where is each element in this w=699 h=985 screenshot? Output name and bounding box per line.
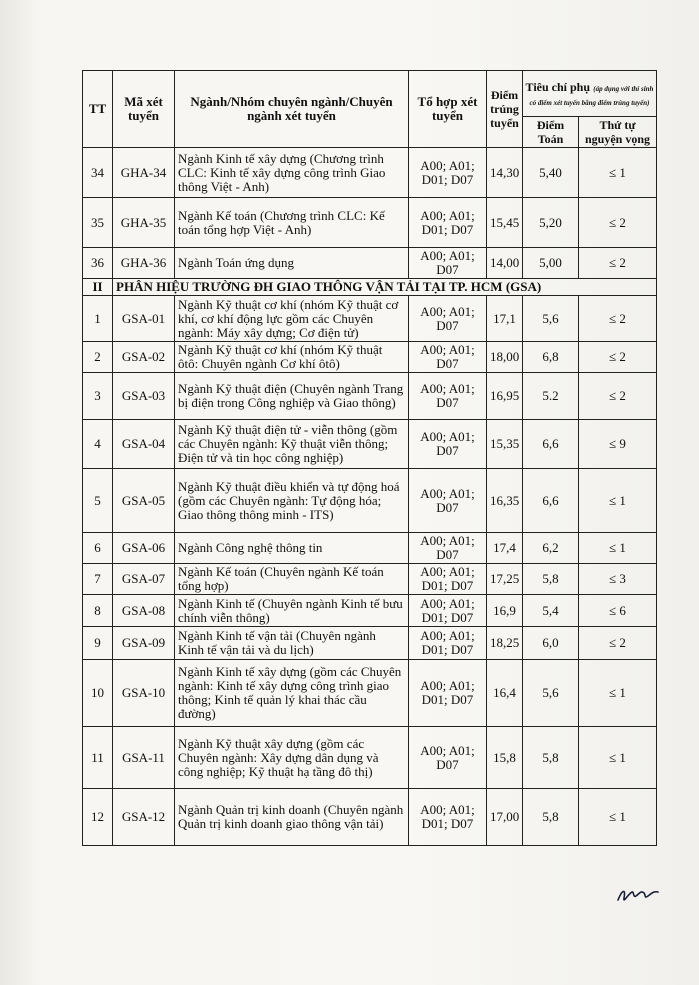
cell-nganh: Ngành Kinh tế xây dựng (gồm các Chuyên ngành: Kinh tế xây dựng công trình giao thông; Kinh tế quản lý khai thác cầu đường)	[175, 660, 409, 727]
cell-diem: 18,25	[487, 627, 523, 660]
table-body-gsa	[83, 296, 657, 846]
cell-diem: 16,4	[487, 660, 523, 727]
cell-tt: 7	[83, 564, 113, 595]
cell-ma: GSA-05	[113, 469, 175, 533]
header-tieu-chi-phu-note: (áp dụng với thí sinh có điểm xét tuyển bằng điểm trúng tuyển)	[529, 84, 654, 107]
cell-diem: 16,35	[487, 469, 523, 533]
cell-to-hop: A00; A01; D07	[409, 342, 487, 373]
cell-ma: GSA-07	[113, 564, 175, 595]
table-header	[83, 71, 657, 148]
cell-to-hop: A00; A01; D01; D07	[409, 148, 487, 198]
cell-ma: GSA-09	[113, 627, 175, 660]
cell-tt: 10	[83, 660, 113, 727]
cell-diem: 16,95	[487, 373, 523, 420]
cell-ma: GSA-08	[113, 595, 175, 627]
table-row	[83, 627, 657, 660]
cell-to-hop: A00; A01; D07	[409, 727, 487, 789]
table-row	[83, 660, 657, 727]
cell-nv: ≤ 2	[579, 248, 657, 279]
section-title: PHÂN HIỆU TRƯỜNG ĐH GIAO THÔNG VẬN TẢI TẠI TP. HCM (GSA)	[113, 279, 657, 296]
table-row	[83, 296, 657, 342]
cell-nganh: Ngành Kỹ thuật điều khiển và tự động hoá (gồm các Chuyên ngành: Tự động hóa; Giao thông thông minh - ITS)	[175, 469, 409, 533]
admission-table	[82, 70, 657, 846]
cell-diem: 15,8	[487, 727, 523, 789]
cell-to-hop: A00; A01; D01; D07	[409, 564, 487, 595]
cell-nv: ≤ 2	[579, 627, 657, 660]
cell-nganh: Ngành Toán ứng dụng	[175, 248, 409, 279]
cell-nganh: Ngành Kỹ thuật cơ khí (nhóm Kỹ thuật ôtô: Chuyên ngành Cơ khí ôtô)	[175, 342, 409, 373]
cell-nganh: Ngành Kỹ thuật xây dựng (gồm các Chuyên ngành: Xây dựng dân dụng và công nghiệp; Kỹ thuật hạ tầng đô thị)	[175, 727, 409, 789]
cell-nv: ≤ 6	[579, 595, 657, 627]
cell-nv: ≤ 1	[579, 789, 657, 846]
table-row	[83, 469, 657, 533]
cell-tt: 8	[83, 595, 113, 627]
cell-nv: ≤ 2	[579, 342, 657, 373]
cell-toan: 5,4	[523, 595, 579, 627]
cell-ma: GSA-02	[113, 342, 175, 373]
cell-toan: 5,00	[523, 248, 579, 279]
table-row	[83, 727, 657, 789]
cell-nganh: Ngành Kỹ thuật điện tử - viễn thông (gồm các Chuyên ngành: Kỹ thuật viễn thông; Điện tử và tin học công nghiệp)	[175, 420, 409, 469]
table-row	[83, 248, 657, 279]
cell-diem: 17,25	[487, 564, 523, 595]
cell-to-hop: A00; A01; D07	[409, 469, 487, 533]
cell-nganh: Ngành Kế toán (Chuyên ngành Kế toán tổng hợp)	[175, 564, 409, 595]
header-thu-tu-nguyen-vong: Thứ tự nguyện vọng	[579, 117, 657, 148]
cell-tt: 11	[83, 727, 113, 789]
cell-toan: 6,0	[523, 627, 579, 660]
cell-nganh: Ngành Quản trị kinh doanh (Chuyên ngành Quản trị kinh doanh giao thông vận tải)	[175, 789, 409, 846]
cell-toan: 5,6	[523, 660, 579, 727]
cell-nv: ≤ 1	[579, 148, 657, 198]
cell-to-hop: A00; A01; D01; D07	[409, 595, 487, 627]
cell-diem: 14,30	[487, 148, 523, 198]
section-tt: II	[83, 279, 113, 296]
cell-to-hop: A00; A01; D01; D07	[409, 789, 487, 846]
cell-nganh: Ngành Kinh tế xây dựng (Chương trình CLC: Kinh tế xây dựng công trình Giao thông Việt - Anh)	[175, 148, 409, 198]
cell-nganh: Ngành Kỹ thuật cơ khí (nhóm Kỹ thuật cơ khí, cơ khí động lực gồm các Chuyên ngành: Máy xây dựng; Cơ điện tử)	[175, 296, 409, 342]
header-tt: TT	[83, 71, 113, 148]
cell-ma: GSA-11	[113, 727, 175, 789]
cell-toan: 6,8	[523, 342, 579, 373]
cell-diem: 17,1	[487, 296, 523, 342]
cell-to-hop: A00; A01; D01; D07	[409, 627, 487, 660]
section-row	[83, 279, 657, 296]
cell-toan: 5,8	[523, 789, 579, 846]
cell-nganh: Ngành Kế toán (Chương trình CLC: Kế toán tổng hợp Việt - Anh)	[175, 198, 409, 248]
cell-ma: GSA-10	[113, 660, 175, 727]
cell-nv: ≤ 1	[579, 660, 657, 727]
cell-toan: 5,6	[523, 296, 579, 342]
cell-toan: 5,40	[523, 148, 579, 198]
header-diem-toan: Điểm Toán	[523, 117, 579, 148]
cell-tt: 35	[83, 198, 113, 248]
cell-toan: 6,6	[523, 420, 579, 469]
cell-diem: 17,4	[487, 533, 523, 564]
header-tieu-chi-phu	[523, 71, 657, 117]
table-row	[83, 595, 657, 627]
cell-to-hop: A00; A01; D07	[409, 373, 487, 420]
cell-diem: 16,9	[487, 595, 523, 627]
cell-diem: 17,00	[487, 789, 523, 846]
cell-nganh: Ngành Kinh tế (Chuyên ngành Kinh tế bưu chính viễn thông)	[175, 595, 409, 627]
table-row	[83, 789, 657, 846]
cell-toan: 6,2	[523, 533, 579, 564]
cell-to-hop: A00; A01; D07	[409, 533, 487, 564]
cell-ma: GHA-34	[113, 148, 175, 198]
cell-diem: 14,00	[487, 248, 523, 279]
header-tieu-chi-phu-title: Tiêu chí phụ	[525, 79, 591, 94]
cell-nv: ≤ 1	[579, 469, 657, 533]
table-row	[83, 373, 657, 420]
cell-toan: 5,20	[523, 198, 579, 248]
header-diem-trung-tuyen: Điểm trúng tuyển	[487, 71, 523, 148]
cell-tt: 4	[83, 420, 113, 469]
cell-to-hop: A00; A01; D07	[409, 248, 487, 279]
cell-tt: 6	[83, 533, 113, 564]
table-body	[83, 148, 657, 296]
cell-to-hop: A00; A01; D07	[409, 296, 487, 342]
cell-ma: GHA-36	[113, 248, 175, 279]
cell-nv: ≤ 2	[579, 373, 657, 420]
cell-toan: 5.2	[523, 373, 579, 420]
cell-tt: 36	[83, 248, 113, 279]
cell-ma: GSA-12	[113, 789, 175, 846]
cell-toan: 6,6	[523, 469, 579, 533]
cell-nv: ≤ 1	[579, 533, 657, 564]
table-row	[83, 198, 657, 248]
cell-ma: GSA-04	[113, 420, 175, 469]
cell-tt: 1	[83, 296, 113, 342]
table-row	[83, 533, 657, 564]
cell-nv: ≤ 2	[579, 198, 657, 248]
cell-diem: 18,00	[487, 342, 523, 373]
table-row	[83, 420, 657, 469]
signature-mark	[614, 882, 662, 908]
cell-nv: ≤ 2	[579, 296, 657, 342]
cell-tt: 5	[83, 469, 113, 533]
header-ma-xet-tuyen: Mã xét tuyển	[113, 71, 175, 148]
cell-nganh: Ngành Công nghệ thông tin	[175, 533, 409, 564]
cell-tt: 3	[83, 373, 113, 420]
cell-tt: 12	[83, 789, 113, 846]
cell-tt: 34	[83, 148, 113, 198]
cell-ma: GHA-35	[113, 198, 175, 248]
cell-to-hop: A00; A01; D07	[409, 420, 487, 469]
cell-nv: ≤ 9	[579, 420, 657, 469]
cell-tt: 2	[83, 342, 113, 373]
table-row	[83, 342, 657, 373]
cell-nv: ≤ 3	[579, 564, 657, 595]
cell-nv: ≤ 1	[579, 727, 657, 789]
table-row	[83, 564, 657, 595]
cell-diem: 15,45	[487, 198, 523, 248]
cell-ma: GSA-06	[113, 533, 175, 564]
cell-ma: GSA-01	[113, 296, 175, 342]
header-to-hop: Tổ hợp xét tuyển	[409, 71, 487, 148]
cell-toan: 5,8	[523, 564, 579, 595]
cell-ma: GSA-03	[113, 373, 175, 420]
cell-toan: 5,8	[523, 727, 579, 789]
table-row	[83, 148, 657, 198]
cell-to-hop: A00; A01; D01; D07	[409, 660, 487, 727]
cell-nganh: Ngành Kỹ thuật điện (Chuyên ngành Trang bị điện trong Công nghiệp và Giao thông)	[175, 373, 409, 420]
cell-to-hop: A00; A01; D01; D07	[409, 198, 487, 248]
cell-tt: 9	[83, 627, 113, 660]
header-nganh: Ngành/Nhóm chuyên ngành/Chuyên ngành xét tuyển	[175, 71, 409, 148]
cell-nganh: Ngành Kinh tế vận tải (Chuyên ngành Kinh tế vận tải và du lịch)	[175, 627, 409, 660]
cell-diem: 15,35	[487, 420, 523, 469]
